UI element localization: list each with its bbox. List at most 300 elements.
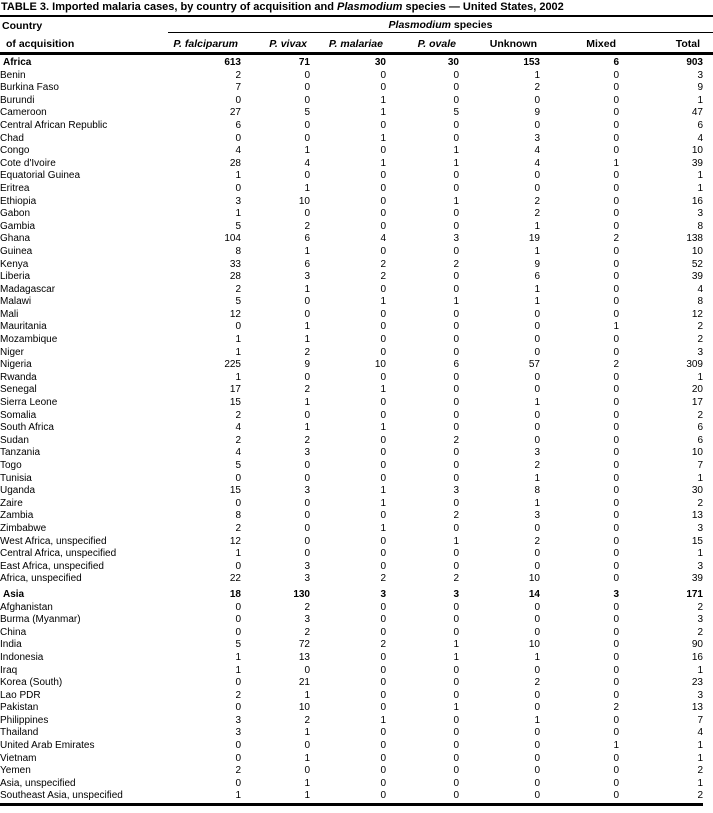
value-cell: 1 <box>534 283 540 295</box>
value-cell: 13 <box>691 702 703 714</box>
value-cell: 72 <box>298 639 310 651</box>
value-cell: 0 <box>534 119 540 131</box>
column-header-p-vivax: P. vivax <box>269 38 307 50</box>
value-cell: 30 <box>374 57 386 68</box>
country-cell: Zaire <box>0 497 23 509</box>
table-row <box>0 347 703 360</box>
table-row <box>0 740 703 753</box>
value-cell: 0 <box>380 689 386 701</box>
column-header-p-ovale: P. ovale <box>417 38 456 50</box>
value-cell: 17 <box>229 384 241 396</box>
value-cell: 3 <box>453 588 459 600</box>
country-cell: Tunisia <box>0 472 32 484</box>
value-cell: 0 <box>235 626 241 638</box>
value-cell: 3 <box>534 132 540 144</box>
value-cell: 3 <box>453 485 459 497</box>
table-row <box>0 460 703 473</box>
value-cell: 2 <box>304 346 310 358</box>
value-cell: 2 <box>453 573 459 585</box>
value-cell: 2 <box>304 626 310 638</box>
value-cell: 8 <box>697 296 703 308</box>
value-cell: 0 <box>613 777 619 789</box>
table-title <box>0 0 713 17</box>
value-cell: 0 <box>534 664 540 676</box>
value-cell: 17 <box>691 397 703 409</box>
value-cell: 0 <box>453 422 459 434</box>
value-cell: 4 <box>235 447 241 459</box>
country-cell: Yemen <box>0 765 31 777</box>
value-cell: 0 <box>380 548 386 560</box>
value-cell: 0 <box>304 94 310 106</box>
country-cell: Liberia <box>0 271 31 283</box>
column-header-mixed: Mixed <box>586 38 616 50</box>
country-cell: Congo <box>0 145 30 157</box>
value-cell: 2 <box>304 601 310 613</box>
value-cell: 0 <box>380 334 386 346</box>
value-cell: 1 <box>380 384 386 396</box>
value-cell: 0 <box>453 220 459 232</box>
value-cell: 9 <box>534 258 540 270</box>
country-cell: Nigeria <box>0 359 32 371</box>
value-cell: 0 <box>453 132 459 144</box>
value-cell: 0 <box>534 384 540 396</box>
table-row <box>0 573 703 586</box>
country-cell: Mauritania <box>0 321 47 333</box>
value-cell: 71 <box>298 57 310 68</box>
value-cell: 2 <box>235 409 241 421</box>
value-cell: 0 <box>613 182 619 194</box>
value-cell: 39 <box>691 271 703 283</box>
value-cell: 0 <box>380 752 386 764</box>
country-cell: Afghanistan <box>0 601 53 613</box>
value-cell: 0 <box>453 497 459 509</box>
country-cell: Central Africa, unspecified <box>0 548 117 560</box>
value-cell: 30 <box>447 57 459 68</box>
value-cell: 3 <box>304 271 310 283</box>
value-cell: 0 <box>235 702 241 714</box>
country-cell: Chad <box>0 132 24 144</box>
value-cell: 0 <box>380 447 386 459</box>
value-cell: 10 <box>691 447 703 459</box>
value-cell: 0 <box>453 208 459 220</box>
value-cell: 2 <box>304 384 310 396</box>
value-cell: 6 <box>613 57 619 68</box>
value-cell: 1 <box>453 702 459 714</box>
value-cell: 0 <box>235 497 241 509</box>
value-cell: 0 <box>380 740 386 752</box>
value-cell: 3 <box>534 510 540 522</box>
value-cell: 3 <box>697 346 703 358</box>
country-cell: Southeast Asia, unspecified <box>0 790 123 802</box>
value-cell: 3 <box>697 560 703 572</box>
value-cell: 90 <box>691 639 703 651</box>
value-cell: 0 <box>613 258 619 270</box>
value-cell: 153 <box>523 57 540 68</box>
value-cell: 0 <box>453 790 459 802</box>
value-cell: 2 <box>380 639 386 651</box>
value-cell: 0 <box>613 560 619 572</box>
value-cell: 0 <box>304 308 310 320</box>
value-cell: 10 <box>528 639 540 651</box>
value-cell: 5 <box>235 639 241 651</box>
value-cell: 0 <box>613 132 619 144</box>
value-cell: 3 <box>697 522 703 534</box>
value-cell: 8 <box>235 245 241 257</box>
value-cell: 0 <box>380 371 386 383</box>
country-cell: Eritrea <box>0 182 30 194</box>
value-cell: 2 <box>304 714 310 726</box>
table-row <box>0 372 703 385</box>
value-cell: 0 <box>235 740 241 752</box>
value-cell: 4 <box>534 145 540 157</box>
table-row <box>0 158 703 171</box>
value-cell: 0 <box>453 740 459 752</box>
value-cell: 1 <box>380 485 386 497</box>
value-cell: 2 <box>235 283 241 295</box>
value-cell: 0 <box>453 677 459 689</box>
value-cell: 309 <box>686 359 703 371</box>
value-cell: 1 <box>534 245 540 257</box>
value-cell: 52 <box>691 258 703 270</box>
table-row <box>0 233 703 246</box>
value-cell: 5 <box>304 107 310 119</box>
country-cell: Africa, unspecified <box>0 573 82 585</box>
value-cell: 0 <box>613 677 619 689</box>
value-cell: 16 <box>691 651 703 663</box>
value-cell: 4 <box>534 157 540 169</box>
column-header-p-falciparum: P. falciparum <box>173 38 238 50</box>
country-cell: Cameroon <box>0 107 47 119</box>
value-cell: 3 <box>235 195 241 207</box>
value-cell: 23 <box>691 677 703 689</box>
value-cell: 16 <box>691 195 703 207</box>
value-cell: 1 <box>380 422 386 434</box>
value-cell: 0 <box>453 384 459 396</box>
table-row <box>0 586 703 602</box>
value-cell: 1 <box>380 132 386 144</box>
value-cell: 2 <box>534 82 540 94</box>
value-cell: 1 <box>235 651 241 663</box>
table-row <box>0 321 703 334</box>
value-cell: 4 <box>697 132 703 144</box>
value-cell: 1 <box>304 334 310 346</box>
value-cell: 0 <box>613 220 619 232</box>
value-cell: 0 <box>534 740 540 752</box>
value-cell: 0 <box>613 422 619 434</box>
value-cell: 0 <box>613 651 619 663</box>
country-cell: Zambia <box>0 510 34 522</box>
value-cell: 0 <box>613 170 619 182</box>
table-row <box>0 702 703 715</box>
value-cell: 0 <box>380 460 386 471</box>
value-cell: 12 <box>229 535 241 547</box>
value-cell: 0 <box>380 765 386 777</box>
value-cell: 0 <box>453 777 459 789</box>
value-cell: 5 <box>453 107 459 119</box>
table-row <box>0 284 703 297</box>
value-cell: 4 <box>235 422 241 434</box>
country-cell: Guinea <box>0 245 33 257</box>
value-cell: 1 <box>235 548 241 560</box>
value-cell: 0 <box>534 765 540 777</box>
value-cell: 903 <box>686 57 703 68</box>
value-cell: 2 <box>613 359 619 371</box>
country-cell: Togo <box>0 460 22 471</box>
value-cell: 0 <box>380 308 386 320</box>
value-cell: 0 <box>453 447 459 459</box>
value-cell: 47 <box>691 107 703 119</box>
value-cell: 0 <box>613 460 619 471</box>
value-cell: 0 <box>304 460 310 471</box>
value-cell: 2 <box>380 258 386 270</box>
value-cell: 0 <box>613 397 619 409</box>
table-row <box>0 639 703 652</box>
value-cell: 1 <box>304 283 310 295</box>
value-cell: 0 <box>304 82 310 94</box>
table-row <box>0 715 703 728</box>
value-cell: 1 <box>235 664 241 676</box>
country-cell: Benin <box>0 69 26 81</box>
value-cell: 33 <box>229 258 241 270</box>
country-cell: Gabon <box>0 208 31 220</box>
table-header <box>0 17 713 55</box>
value-cell: 0 <box>304 409 310 421</box>
value-cell: 3 <box>235 714 241 726</box>
value-cell: 0 <box>613 94 619 106</box>
value-cell: 0 <box>453 371 459 383</box>
header-row-2 <box>0 33 713 52</box>
value-cell: 0 <box>235 677 241 689</box>
country-cell: Korea (South) <box>0 677 63 689</box>
value-cell: 6 <box>235 119 241 131</box>
value-cell: 0 <box>380 664 386 676</box>
value-cell: 1 <box>453 195 459 207</box>
value-cell: 0 <box>613 334 619 346</box>
value-cell: 0 <box>235 472 241 484</box>
value-cell: 1 <box>697 472 703 484</box>
value-cell: 14 <box>528 588 540 600</box>
value-cell: 0 <box>613 626 619 638</box>
value-cell: 0 <box>304 119 310 131</box>
value-cell: 2 <box>534 460 540 471</box>
value-cell: 0 <box>613 296 619 308</box>
table-row <box>0 246 703 259</box>
value-cell: 0 <box>613 689 619 701</box>
table-row <box>0 107 703 120</box>
table-row <box>0 602 703 615</box>
value-cell: 0 <box>534 614 540 626</box>
table-row <box>0 652 703 665</box>
value-cell: 2 <box>697 790 703 802</box>
value-cell: 1 <box>380 94 386 106</box>
value-cell: 3 <box>304 560 310 572</box>
value-cell: 3 <box>534 447 540 459</box>
value-cell: 1 <box>304 689 310 701</box>
value-cell: 1 <box>697 548 703 560</box>
value-cell: 2 <box>453 510 459 522</box>
value-cell: 2 <box>453 258 459 270</box>
species-spanner-rest: species <box>450 19 493 31</box>
value-cell: 2 <box>304 220 310 232</box>
value-cell: 0 <box>613 497 619 509</box>
value-cell: 1 <box>453 157 459 169</box>
value-cell: 0 <box>380 702 386 714</box>
value-cell: 1 <box>380 522 386 534</box>
value-cell: 0 <box>453 82 459 94</box>
value-cell: 0 <box>380 560 386 572</box>
value-cell: 138 <box>686 233 703 245</box>
value-cell: 0 <box>534 522 540 534</box>
value-cell: 0 <box>380 790 386 802</box>
value-cell: 0 <box>453 614 459 626</box>
table-row <box>0 259 703 272</box>
country-cell: Ghana <box>0 233 31 245</box>
value-cell: 1 <box>453 651 459 663</box>
value-cell: 1 <box>613 740 619 752</box>
value-cell: 0 <box>613 765 619 777</box>
value-cell: 0 <box>534 601 540 613</box>
value-cell: 0 <box>613 790 619 802</box>
value-cell: 6 <box>534 271 540 283</box>
value-cell: 0 <box>613 485 619 497</box>
value-cell: 0 <box>453 560 459 572</box>
value-cell: 104 <box>224 233 241 245</box>
value-cell: 0 <box>453 727 459 739</box>
value-cell: 0 <box>613 727 619 739</box>
table-row <box>0 410 703 423</box>
value-cell: 2 <box>235 434 241 446</box>
value-cell: 1 <box>304 727 310 739</box>
value-cell: 0 <box>613 119 619 131</box>
value-cell: 3 <box>613 588 619 600</box>
table-row <box>0 397 703 410</box>
value-cell: 4 <box>304 157 310 169</box>
value-cell: 0 <box>235 132 241 144</box>
value-cell: 1 <box>304 777 310 789</box>
value-cell: 3 <box>304 573 310 585</box>
value-cell: 0 <box>380 119 386 131</box>
value-cell: 0 <box>613 271 619 283</box>
value-cell: 0 <box>304 535 310 547</box>
value-cell: 2 <box>697 765 703 777</box>
value-cell: 2 <box>697 497 703 509</box>
value-cell: 4 <box>380 233 386 245</box>
column-header-total: Total <box>675 38 700 50</box>
value-cell: 8 <box>697 220 703 232</box>
value-cell: 0 <box>453 752 459 764</box>
table-row <box>0 627 703 640</box>
value-cell: 12 <box>691 308 703 320</box>
value-cell: 5 <box>235 296 241 308</box>
value-cell: 1 <box>235 346 241 358</box>
value-cell: 0 <box>453 460 459 471</box>
value-cell: 0 <box>235 777 241 789</box>
value-cell: 4 <box>235 145 241 157</box>
value-cell: 0 <box>534 308 540 320</box>
country-cell: Africa <box>3 57 32 68</box>
value-cell: 1 <box>235 208 241 220</box>
value-cell: 0 <box>380 626 386 638</box>
value-cell: 0 <box>453 69 459 81</box>
table-row <box>0 95 703 108</box>
value-cell: 1 <box>380 296 386 308</box>
value-cell: 1 <box>534 497 540 509</box>
table-row <box>0 309 703 322</box>
value-cell: 6 <box>453 359 459 371</box>
value-cell: 18 <box>229 588 241 600</box>
value-cell: 0 <box>453 245 459 257</box>
country-cell: Kenya <box>0 258 29 270</box>
value-cell: 1 <box>534 472 540 484</box>
value-cell: 0 <box>304 472 310 484</box>
value-cell: 0 <box>534 409 540 421</box>
value-cell: 0 <box>534 702 540 714</box>
value-cell: 0 <box>235 614 241 626</box>
country-cell: Mali <box>0 308 19 320</box>
country-cell: Central African Republic <box>0 119 108 131</box>
value-cell: 10 <box>691 245 703 257</box>
value-cell: 0 <box>380 535 386 547</box>
value-cell: 0 <box>380 397 386 409</box>
value-cell: 2 <box>453 434 459 446</box>
value-cell: 6 <box>697 119 703 131</box>
country-header-line1: Country <box>2 20 43 32</box>
value-cell: 1 <box>304 397 310 409</box>
value-cell: 2 <box>613 702 619 714</box>
value-cell: 0 <box>453 472 459 484</box>
value-cell: 0 <box>613 447 619 459</box>
value-cell: 0 <box>453 334 459 346</box>
table-row <box>0 55 703 70</box>
value-cell: 0 <box>613 614 619 626</box>
value-cell: 0 <box>534 346 540 358</box>
value-cell: 1 <box>304 145 310 157</box>
value-cell: 0 <box>453 765 459 777</box>
value-cell: 0 <box>613 535 619 547</box>
value-cell: 0 <box>304 740 310 752</box>
value-cell: 5 <box>235 460 241 471</box>
value-cell: 1 <box>534 296 540 308</box>
value-cell: 0 <box>304 510 310 522</box>
value-cell: 0 <box>453 397 459 409</box>
country-cell: Vietnam <box>0 752 37 764</box>
value-cell: 0 <box>380 245 386 257</box>
value-cell: 1 <box>304 422 310 434</box>
table-row <box>0 271 703 284</box>
value-cell: 1 <box>534 69 540 81</box>
value-cell: 13 <box>691 510 703 522</box>
value-cell: 0 <box>304 371 310 383</box>
value-cell: 1 <box>697 371 703 383</box>
value-cell: 0 <box>613 664 619 676</box>
table-row <box>0 690 703 703</box>
value-cell: 1 <box>235 334 241 346</box>
country-cell: Tanzania <box>0 447 41 459</box>
value-cell: 0 <box>453 409 459 421</box>
value-cell: 1 <box>235 170 241 182</box>
value-cell: 10 <box>691 145 703 157</box>
value-cell: 4 <box>697 283 703 295</box>
value-cell: 0 <box>534 752 540 764</box>
value-cell: 2 <box>235 522 241 534</box>
value-cell: 0 <box>235 752 241 764</box>
value-cell: 0 <box>453 664 459 676</box>
table-row <box>0 778 703 791</box>
country-cell: Philippines <box>0 714 49 726</box>
table-title-prefix: TABLE 3. Imported malaria cases, by country of acquisition and <box>1 1 337 13</box>
table-row <box>0 133 703 146</box>
country-cell: East Africa, unspecified <box>0 560 104 572</box>
